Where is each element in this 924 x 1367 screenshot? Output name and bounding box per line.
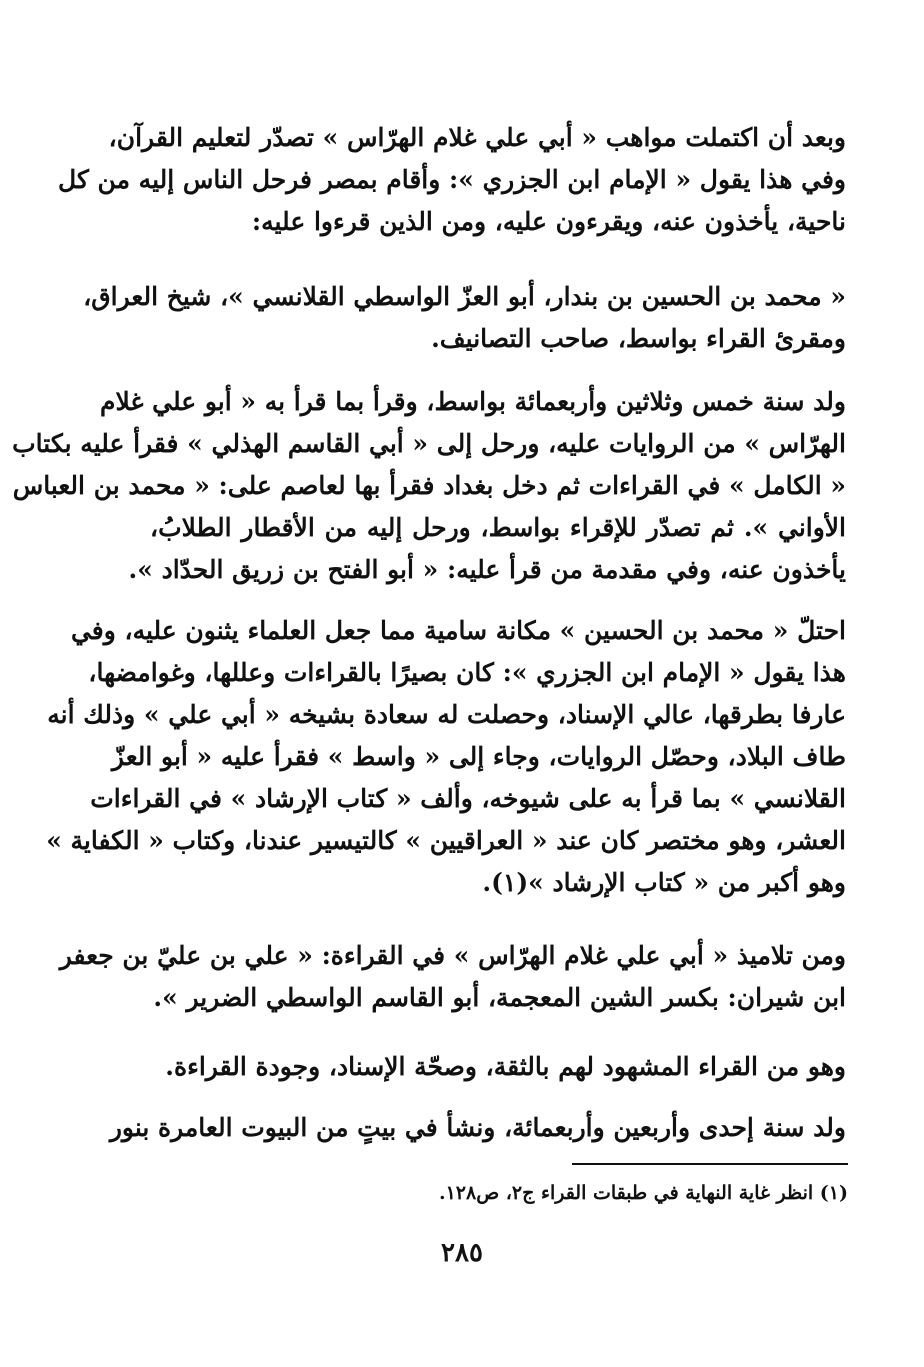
text-line: وهو أكبر من « كتاب الإرشاد »(١).: [482, 868, 846, 897]
paragraph-5: [59, 935, 846, 1019]
text-line: ابن شيران: بكسر الشين المعجمة، أبو القاسم الواسطي الضرير ».: [153, 983, 846, 1012]
text-line: الهرّاس » من الروايات عليه، ورحل إلى « أبي القاسم الهذلي » فقرأ عليه بكتاب: [12, 429, 846, 458]
text-line: ولد سنة خمس وثلاثين وأربعمائة بواسط، وقرأ بما قرأ به « أبو علي غلام: [99, 387, 846, 416]
footnote: (١) انظر غاية النهاية في طبقات القراء ج٢، ص١٢٨.: [438, 1182, 848, 1204]
text-line: القلانسي » بما قرأ به على شيوخه، وألف « كتاب الإرشاد » في القراءات: [90, 784, 846, 813]
text-line: « الكامل » في القراءات ثم دخل بغداد فقرأ بها لعاصم على: « محمد بن العباس: [12, 471, 846, 500]
paragraph-7: [109, 1107, 846, 1149]
text-line: وبعد أن اكتملت مواهب « أبي علي غلام الهرّاس » تصدّر لتعليم القرآن،: [108, 123, 846, 152]
text-line: العشر، وهو مختصر كان عند « العراقيين » كالتيسير عندنا، وكتاب « الكفاية »: [46, 826, 846, 855]
text-line: يأخذون عنه، وفي مقدمة من قرأ عليه: « أبو الفتح بن زريق الحدّاد ».: [128, 555, 846, 584]
text-line: ناحية، يأخذون عنه، ويقرءون عليه، ومن الذين قرءوا عليه:: [251, 207, 846, 236]
paragraph-2: [83, 276, 846, 360]
page-number: ٢٨٥: [441, 1238, 483, 1268]
paragraph-3: [12, 381, 846, 591]
text-line: « محمد بن الحسين بن بندار، أبو العزّ الواسطي القلانسي »، شيخ العراق،: [83, 282, 846, 311]
text-line: الأواني ». ثم تصدّر للإقراء بواسط، ورحل إليه من الأقطار الطلابُ،: [150, 513, 846, 542]
text-line: وهو من القراء المشهود لهم بالثقة، وصحّة الإسناد، وجودة القراءة.: [165, 1052, 846, 1081]
footnote-divider: [572, 1163, 848, 1165]
text-line: ومقرئ القراء بواسط، صاحب التصانيف.: [431, 324, 846, 353]
text-line: طاف البلاد، وحصّل الروايات، وجاء إلى « واسط » فقرأ عليه « أبو العزّ: [111, 742, 846, 771]
text-line: ولد سنة إحدى وأربعين وأربعمائة، ونشأ في بيتٍ من البيوت العامرة بنور: [109, 1113, 846, 1142]
text-line: ومن تلاميذ « أبي علي غلام الهرّاس » في القراءة: « علي بن عليّ بن جعفر: [59, 941, 846, 970]
paragraph-4: [46, 610, 846, 904]
paragraph-6: [150, 1046, 846, 1088]
text-line: احتلّ « محمد بن الحسين » مكانة سامية مما جعل العلماء يثنون عليه، وفي: [70, 616, 846, 645]
text-line: وفي هذا يقول « الإمام ابن الجزري »: وأقام بمصر فرحل الناس إليه من كل: [58, 165, 846, 194]
text-line: عارفا بطرقها، عالي الإسناد، وحصلت له سعادة بشيخه « أبي علي » وذلك أنه: [47, 700, 846, 729]
paragraph-1: [58, 117, 846, 243]
text-line: هذا يقول « الإمام ابن الجزري »: كان بصيرًا بالقراءات وعللها، وغوامضها،: [88, 658, 846, 687]
